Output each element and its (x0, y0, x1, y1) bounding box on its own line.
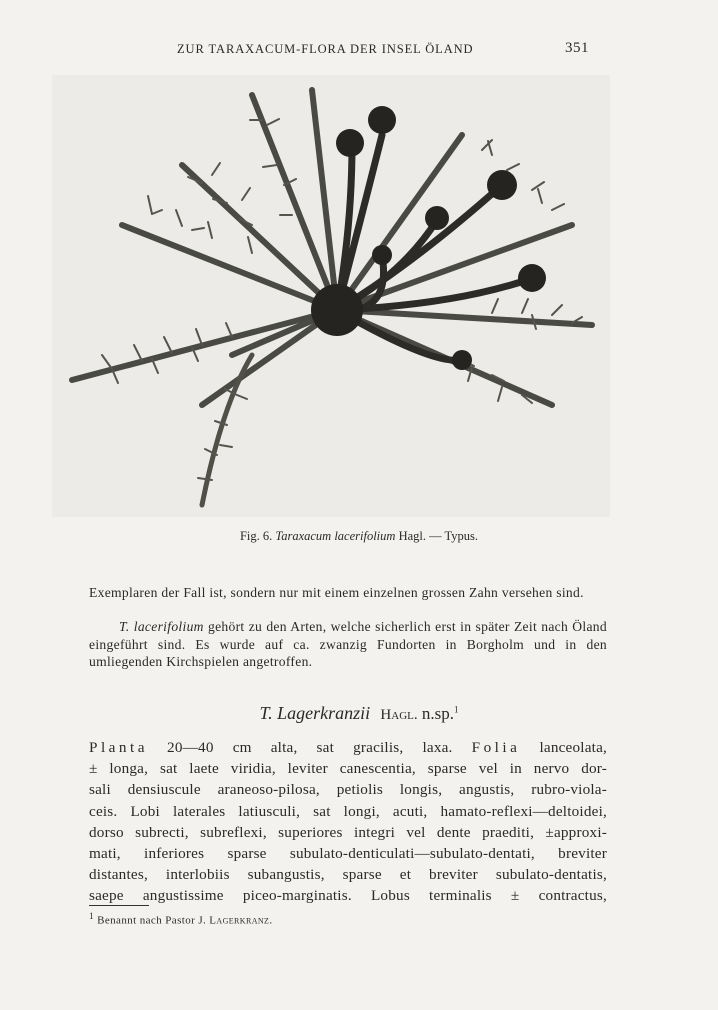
footnote-name: Lagerkranz. (209, 914, 273, 927)
latin-description (89, 737, 607, 907)
paragraph-2 (89, 618, 607, 671)
footnote-text: Benannt nach Pastor J. (97, 914, 210, 927)
latin-line: distantes, interlobiis subangustis, sparse et breviter subulato-dentatis, (89, 866, 607, 884)
paragraph-1: Exemplaren der Fall ist, sondern nur mit einem einzelnen grossen Zahn versehen sind. (89, 585, 584, 600)
figure-caption (0, 529, 718, 544)
latin-line: mati, inferiores sparse subulato-denticulati—subulato-dentati, breviter (89, 845, 607, 863)
latin-line: dorso subrecti, subreflexi, superiores integri vel dente praediti, ±approxi- (89, 823, 607, 841)
species-name: T. Lagerkranzii (259, 703, 371, 723)
dandelion-plant-icon (52, 75, 610, 517)
species-heading (0, 703, 718, 724)
latin-line: ceis. Lobi laterales latiusculi, sat longi, acuti, hamato-reflexi—deltoidei, (89, 802, 607, 820)
figure-dandelion-photo (52, 75, 610, 517)
p2-species: T. lacerifolium (119, 619, 204, 634)
footnote-mark: 1 (89, 911, 94, 921)
page-number: 351 (565, 40, 589, 56)
caption-species: Taraxacum lacerifolium (275, 529, 396, 543)
latin-line (89, 737, 607, 758)
running-title: ZUR TARAXACUM-FLORA DER INSEL ÖLAND (177, 42, 474, 56)
running-head (0, 40, 718, 60)
caption-suffix: Hagl. — Typus. (398, 529, 479, 543)
footnote-ref: 1 (454, 704, 459, 715)
species-author: Hagl. (380, 707, 418, 723)
caption-prefix: Fig. 6. (239, 529, 273, 543)
latin-line: ± longa, sat laete viridia, leviter canescentia, sparse vel in nervo dor- (89, 760, 607, 778)
species-status: n.sp. (421, 704, 454, 723)
latin-line: saepe angustissime piceo-marginatis. Lobus terminalis ± contractus, (89, 887, 607, 905)
term-planta: Planta (89, 739, 148, 756)
term-folia: Folia (471, 739, 521, 756)
latin-text: lanceolata, (520, 739, 608, 756)
footnote-rule (89, 905, 149, 906)
latin-text: 20—40 cm alta, sat gracilis, laxa. (147, 739, 472, 756)
latin-line: sali densiuscule araneoso-pilosa, petiolis longis, angustis, rubro-viola- (89, 781, 607, 799)
footnote (89, 911, 273, 927)
p2-text: gehört zu den Arten, welche sicherlich erst in später Zeit nach Öland eingeführt sind. Es wurde auf ca. zwanzig Fundorten in Borgholm und in den umliegenden Kirchspielen angetroffen. (89, 619, 607, 670)
